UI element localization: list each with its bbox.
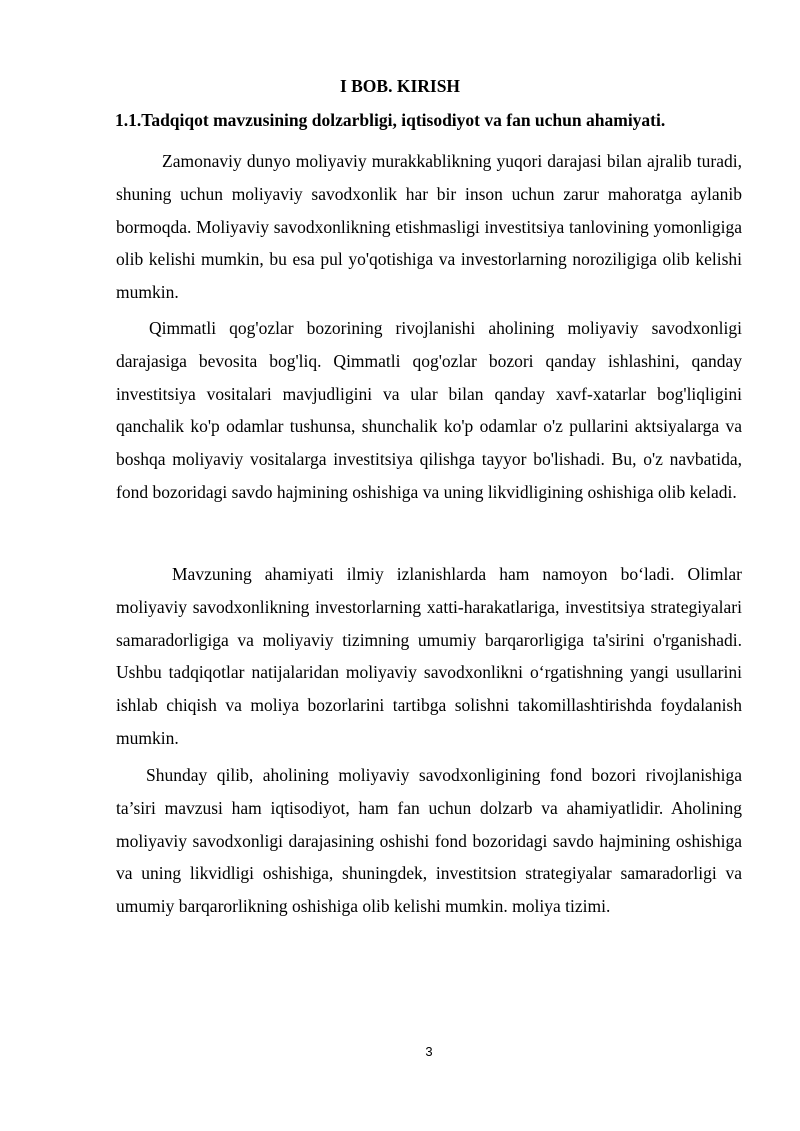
- body-paragraph-4: Shunday qilib, aholining moliyaviy savodxonligining fond bozori rivojlanishiga ta’siri mavzusi ham iqtisodiyot, ham fan uchun dolzarb va ahamiyatlidir. Aholining moliyaviy savodxonligi darajasining oshishi fond bozoridagi savdo hajmining oshishiga va uning likvidligi oshishiga, shuningdek, investitsion strategiyalar samaradorligi va umumiy barqarorlikning oshishiga olib kelishi mumkin. moliya tizimi.: [116, 765, 742, 917]
- page-number: 3: [425, 1044, 433, 1059]
- body-paragraph-1: Zamonaviy dunyo moliyaviy murakkablikning yuqori darajasi bilan ajralib turadi, shuning uchun moliyaviy savodxonlik har bir inson uchun zarur mahoratga aylanib bormoqda. Moliyaviy savodxonlikning etishmasligi investitsiya tanlovining yomonligiga olib kelishi mumkin, bu esa pul yo'qotishiga va investorlarning noroziligiga olib kelishi mumkin.: [116, 151, 742, 303]
- body-paragraph-3: Mavzuning ahamiyati ilmiy izlanishlarda ham namoyon bo‘ladi. Olimlar moliyaviy savodxonlikning investorlarning xatti-harakatlariga, investitsiya strategiyalari samaradorligiga va moliyaviy tizimning umumiy barqarorligiga ta'sirini o'rganishadi. Ushbu tadqiqotlar natijalaridan moliyaviy savodxonlikni o‘rgatishning yangi usullarini ishlab chiqish va moliya bozorlarini tartibga solishni takomillashtirishda foydalanish mumkin.: [116, 564, 742, 748]
- section-title: 1.1.Tadqiqot mavzusining dolzarbligi, iqtisodiyot va fan uchun ahamiyati.: [115, 110, 666, 130]
- chapter-title: I BOB. KIRISH: [339, 76, 461, 96]
- body-paragraph-2: Qimmatli qog'ozlar bozorining rivojlanishi aholining moliyaviy savodxonligi darajasiga bevosita bog'liq. Qimmatli qog'ozlar bozori qanday ishlashini, qanday investitsiya vositalari mavjudligini va ular bilan qanday xavf-xatarlar bog'liqligini qanchalik ko'p odamlar tushunsa, shunchalik ko'p odamlar o'z pullarini aktsiyalarga va boshqa moliyaviy vositalarga investitsiya qilishga tayyor bo'lishadi. Bu, o'z navbatida, fond bozoridagi savdo hajmining oshishiga va uning likvidligining oshishiga olib keladi.: [116, 318, 742, 502]
